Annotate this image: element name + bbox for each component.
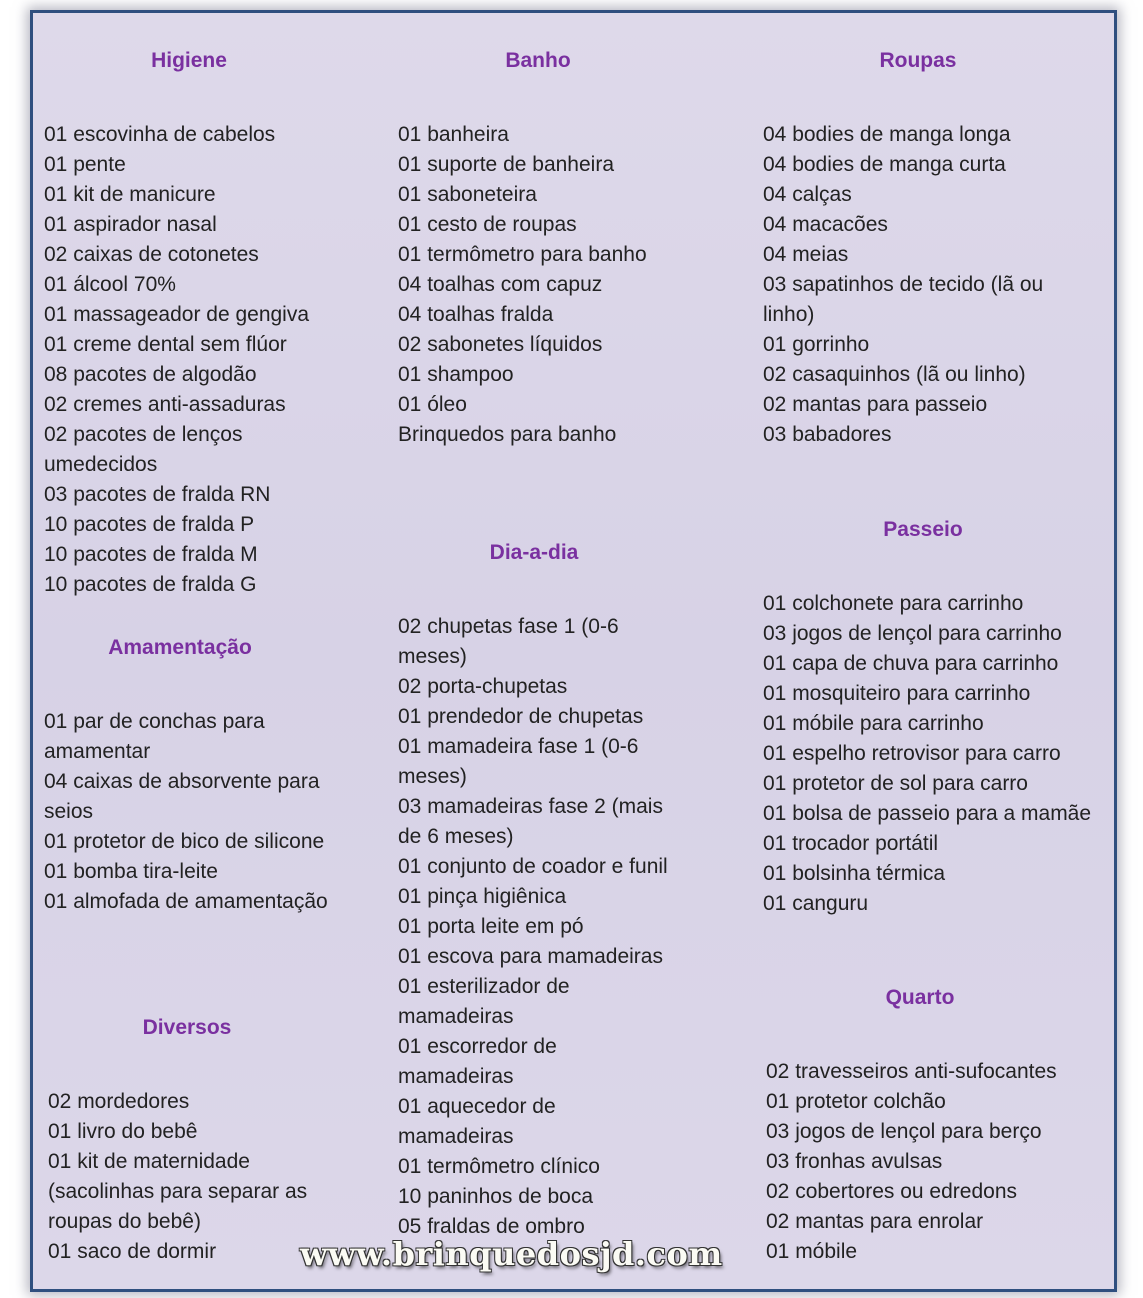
list-item: 01 trocador portátil — [763, 832, 939, 855]
list-item: 03 sapatinhos de tecido (lã ou linho) — [763, 273, 1050, 326]
list-item: 01 gorrinho — [763, 333, 870, 356]
list-item: 03 babadores — [763, 423, 892, 446]
list-item: 02 cremes anti-assaduras — [44, 393, 286, 416]
list-item: 01 kit de manicure — [44, 183, 216, 206]
list-item: 04 toalhas fralda — [398, 303, 554, 326]
list-item: 04 caixas de absorvente para seios — [44, 770, 326, 823]
list-item: 10 pacotes de fralda G — [44, 573, 257, 596]
list-item: 01 saco de dormir — [48, 1240, 217, 1263]
list-item: 10 pacotes de fralda P — [44, 513, 255, 536]
list-item: 04 macacões — [763, 213, 888, 236]
list-item: 04 calças — [763, 183, 852, 206]
section-title-amamentacao: Amamentação — [108, 636, 252, 659]
list-item: 01 shampoo — [398, 363, 514, 386]
item-list-diaadia — [398, 612, 673, 1242]
list-item: 01 bolsa de passeio para a mamãe — [763, 802, 1092, 825]
section-quarto — [766, 985, 1096, 1267]
section-roupas — [763, 48, 1048, 450]
list-item: 01 escorredor de mamadeiras — [398, 1035, 563, 1088]
website-url-watermark: www.brinquedosjd.com — [300, 1235, 723, 1273]
list-item: 02 mantas para enrolar — [766, 1210, 984, 1233]
list-item: 01 colchonete para carrinho — [763, 592, 1024, 615]
list-item: 01 mamadeira fase 1 (0-6 meses) — [398, 735, 645, 788]
section-diaadia — [398, 540, 673, 1242]
list-item: 01 conjunto de coador e funil — [398, 855, 668, 878]
list-item: 02 porta-chupetas — [398, 675, 568, 698]
list-item: 02 casaquinhos (lã ou linho) — [763, 363, 1026, 386]
list-item: 05 fraldas de ombro — [398, 1215, 585, 1238]
list-item: 01 almofada de amamentação — [44, 890, 328, 913]
item-list-higiene — [44, 120, 344, 600]
section-amamentacao — [44, 635, 334, 917]
section-title-diversos: Diversos — [142, 1016, 232, 1039]
list-item: 02 chupetas fase 1 (0-6 meses) — [398, 615, 625, 668]
list-item: 03 jogos de lençol para berço — [766, 1120, 1042, 1143]
list-item: 02 travesseiros anti-sufocantes — [766, 1060, 1057, 1083]
list-item: 01 termômetro para banho — [398, 243, 647, 266]
list-item: 01 móbile — [766, 1240, 858, 1263]
list-item: 08 pacotes de algodão — [44, 363, 257, 386]
list-item: 01 bolsinha térmica — [763, 862, 946, 885]
list-item: 01 banheira — [398, 123, 509, 146]
list-item: 04 meias — [763, 243, 849, 266]
list-item: 02 caixas de cotonetes — [44, 243, 259, 266]
list-item: 01 cesto de roupas — [398, 213, 577, 236]
list-item: 01 canguru — [763, 892, 869, 915]
item-list-amamentacao — [44, 707, 334, 917]
list-item: 04 bodies de manga longa — [763, 123, 1011, 146]
list-item: 04 toalhas com capuz — [398, 273, 603, 296]
list-item: 01 aquecedor de mamadeiras — [398, 1095, 562, 1148]
list-item: Brinquedos para banho — [398, 423, 617, 446]
list-item: 02 pacotes de lenços umedecidos — [44, 423, 249, 476]
list-item: 01 porta leite em pó — [398, 915, 584, 938]
item-list-passeio — [763, 589, 1103, 919]
list-item: 01 protetor de bico de silicone — [44, 830, 325, 853]
list-item: 01 suporte de banheira — [398, 153, 614, 176]
list-item: 02 mantas para passeio — [763, 393, 988, 416]
list-item: 10 paninhos de boca — [398, 1185, 593, 1208]
section-diversos — [48, 1015, 328, 1267]
list-item: 01 mosquiteiro para carrinho — [763, 682, 1031, 705]
list-item: 01 pente — [44, 153, 126, 176]
list-item: 01 saboneteira — [398, 183, 537, 206]
item-list-diversos — [48, 1087, 328, 1267]
list-item: 10 pacotes de fralda M — [44, 543, 258, 566]
list-item: 01 livro do bebê — [48, 1120, 198, 1143]
list-item: 01 escova para mamadeiras — [398, 945, 663, 968]
list-item: 03 pacotes de fralda RN — [44, 483, 271, 506]
list-item: 01 álcool 70% — [44, 273, 176, 296]
section-title-higiene: Higiene — [151, 49, 227, 72]
list-item: 01 esterilizador de mamadeiras — [398, 975, 576, 1028]
list-item: 01 escovinha de cabelos — [44, 123, 276, 146]
list-item: 01 pinça higiênica — [398, 885, 567, 908]
list-item: 02 mordedores — [48, 1090, 190, 1113]
section-passeio — [763, 517, 1103, 919]
list-item: 01 creme dental sem flúor — [44, 333, 287, 356]
list-item: 02 sabonetes líquidos — [398, 333, 603, 356]
section-higiene — [44, 48, 344, 600]
section-title-diaadia: Dia-a-dia — [489, 541, 579, 564]
list-item: 01 prendedor de chupetas — [398, 705, 644, 728]
list-item: 01 protetor de sol para carro — [763, 772, 1028, 795]
section-title-passeio: Passeio — [883, 518, 963, 541]
list-item: 01 bomba tira-leite — [44, 860, 218, 883]
list-item: 03 mamadeiras fase 2 (mais de 6 meses) — [398, 795, 669, 848]
item-list-quarto — [766, 1057, 1096, 1267]
section-banho — [398, 48, 728, 450]
list-item: 03 jogos de lençol para carrinho — [763, 622, 1062, 645]
list-item: 04 bodies de manga curta — [763, 153, 1006, 176]
section-title-roupas: Roupas — [879, 49, 957, 72]
item-list-roupas — [763, 120, 1048, 450]
list-item: 01 óleo — [398, 393, 467, 416]
list-item: 01 par de conchas para amamentar — [44, 710, 271, 763]
list-item: 01 móbile para carrinho — [763, 712, 984, 735]
list-item: 01 termômetro clínico — [398, 1155, 600, 1178]
list-item: 01 aspirador nasal — [44, 213, 217, 236]
list-item: 01 capa de chuva para carrinho — [763, 652, 1059, 675]
list-item: 02 cobertores ou edredons — [766, 1180, 1018, 1203]
list-item: 01 protetor colchão — [766, 1090, 946, 1113]
section-title-quarto: Quarto — [885, 986, 955, 1009]
section-title-banho: Banho — [505, 49, 571, 72]
list-item: 01 kit de maternidade (sacolinhas para separar as roupas do bebê) — [48, 1150, 313, 1233]
list-item: 01 espelho retrovisor para carro — [763, 742, 1061, 765]
list-item: 01 massageador de gengiva — [44, 303, 310, 326]
list-item: 03 fronhas avulsas — [766, 1150, 943, 1173]
item-list-banho — [398, 120, 728, 450]
